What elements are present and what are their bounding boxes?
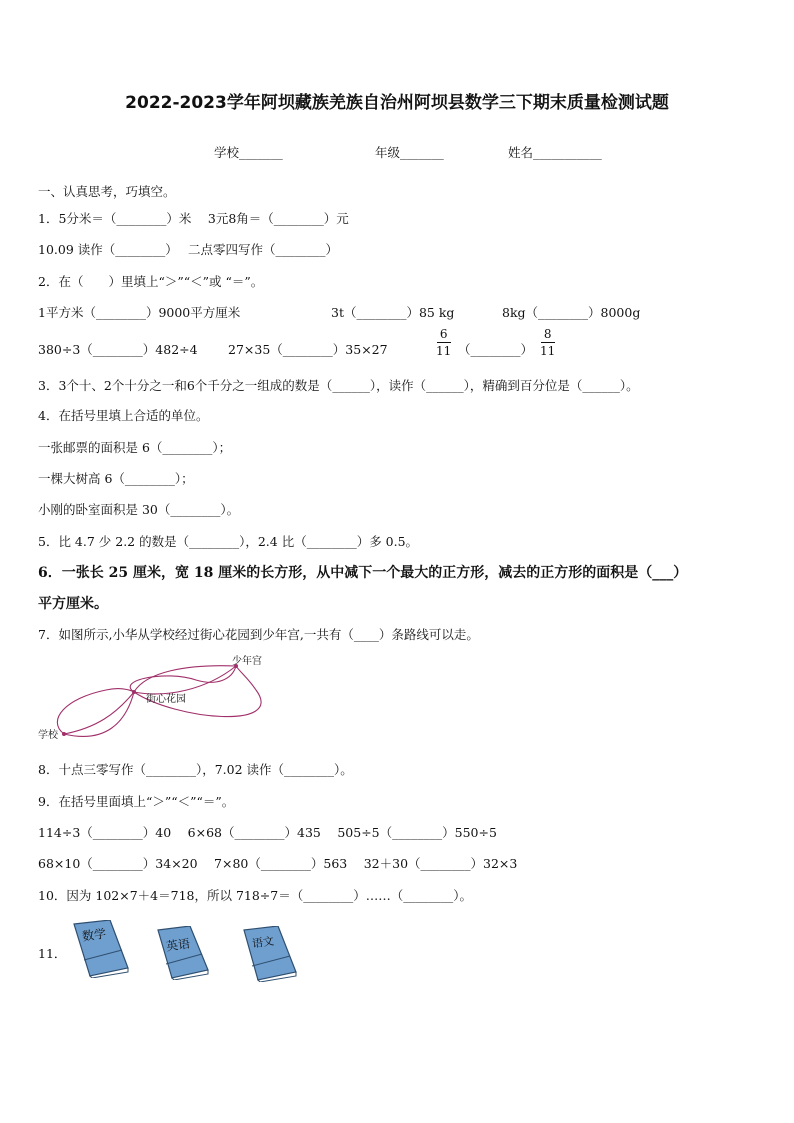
school-field: 学校_______ [214,145,283,160]
question-9-stem: 9．在括号里面填上“＞”“＜”“＝”。 [38,794,235,809]
garden-point [132,690,136,694]
question-3: 3．3个十、2个十分之一和6个千分之一组成的数是（______），读作（______），精确到百分位是（______）。 [38,378,639,393]
label-street-garden: 街心花园 [146,694,186,705]
fraction-denominator: 11 [436,344,452,358]
fraction-numerator: 8 [543,327,552,341]
question-9-row1: 114÷3（________）40 6×68（________）435 505÷5（________）550÷5 [38,825,497,840]
question-1a: 1．5分米＝（________）米 3元8角＝（________）元 [38,211,349,226]
question-4a: 一张邮票的面积是 6（________）； [38,440,232,455]
book-title: 英语 [165,936,191,954]
name-field: 姓名___________ [508,145,602,160]
fraction-numerator: 6 [439,327,448,341]
question-4b: 一棵大树高 6（________）； [38,471,194,486]
question-2-item: 3t（________）85 kg [331,305,455,320]
question-5: 5．比 4.7 少 2.2 的数是（________），2.4 比（________）多 0.5。 [38,534,419,549]
fraction-bar [541,342,555,343]
label-school: 学校 [38,730,58,741]
question-9-row2: 68×10（________）34×20 7×80（________）563 32＋30（________）32×3 [38,856,518,871]
label-youth-palace: 少年宫 [232,656,262,667]
math-book [70,920,132,978]
book-title: 数学 [81,926,107,944]
question-6a: 6．一张长 25 厘米，宽 18 厘米的长方形，从中减下一个最大的正方形，减去的正方形的面积是（___） [38,565,688,581]
route-school-garden-2 [64,692,134,734]
fraction-compare-blank: （________） [458,342,534,357]
page-title: 2022-2023学年阿坝藏族羌族自治州阿坝县数学三下期末质量检测试题 [125,93,669,113]
grade-field: 年级_______ [375,145,444,160]
question-10: 10．因为 102×7＋4＝718，所以 718÷7＝（________）……（________）。 [38,888,472,903]
english-book [154,926,212,980]
question-2-item: 27×35（________）35×27 [228,342,388,357]
question-4c: 小刚的卧室面积是 30（________）。 [38,502,240,517]
route-garden-palace-1 [134,666,236,692]
question-4-stem: 4．在括号里填上合适的单位。 [38,408,209,423]
section-heading: 一、认真思考，巧填空。 [38,184,176,199]
route-garden-palace-4 [130,666,236,692]
question-2-item: 8kg（________）8000g [502,305,641,320]
route-school-garden-3 [64,692,134,736]
book-title: 语文 [251,934,275,951]
question-8: 8．十点三零写作（________），7.02 读作（________）。 [38,762,353,777]
question-6b: 平方厘米。 [38,596,108,612]
question-2-item: 380÷3（________）482÷4 [38,342,198,357]
school-point [62,732,66,736]
question-2-stem: 2．在（ ）里填上“＞”“＜”或 “＝”。 [38,274,264,289]
question-2-item: 1平方米（________）9000平方厘米 [38,305,241,320]
route-school-garden-1 [57,689,134,734]
fraction-denominator: 11 [540,344,556,358]
question-1b: 10.09 读作（________） 二点零四写作（________） [38,242,338,257]
fraction-bar [437,342,451,343]
question-11-number: 11． [38,946,67,961]
question-7-stem: 7．如图所示,小华从学校经过街心花园到少年宫,一共有（____）条路线可以走。 [38,627,479,642]
fraction-six-elevenths [436,327,451,358]
chinese-book [240,926,300,982]
fraction-eight-elevenths [540,327,555,358]
